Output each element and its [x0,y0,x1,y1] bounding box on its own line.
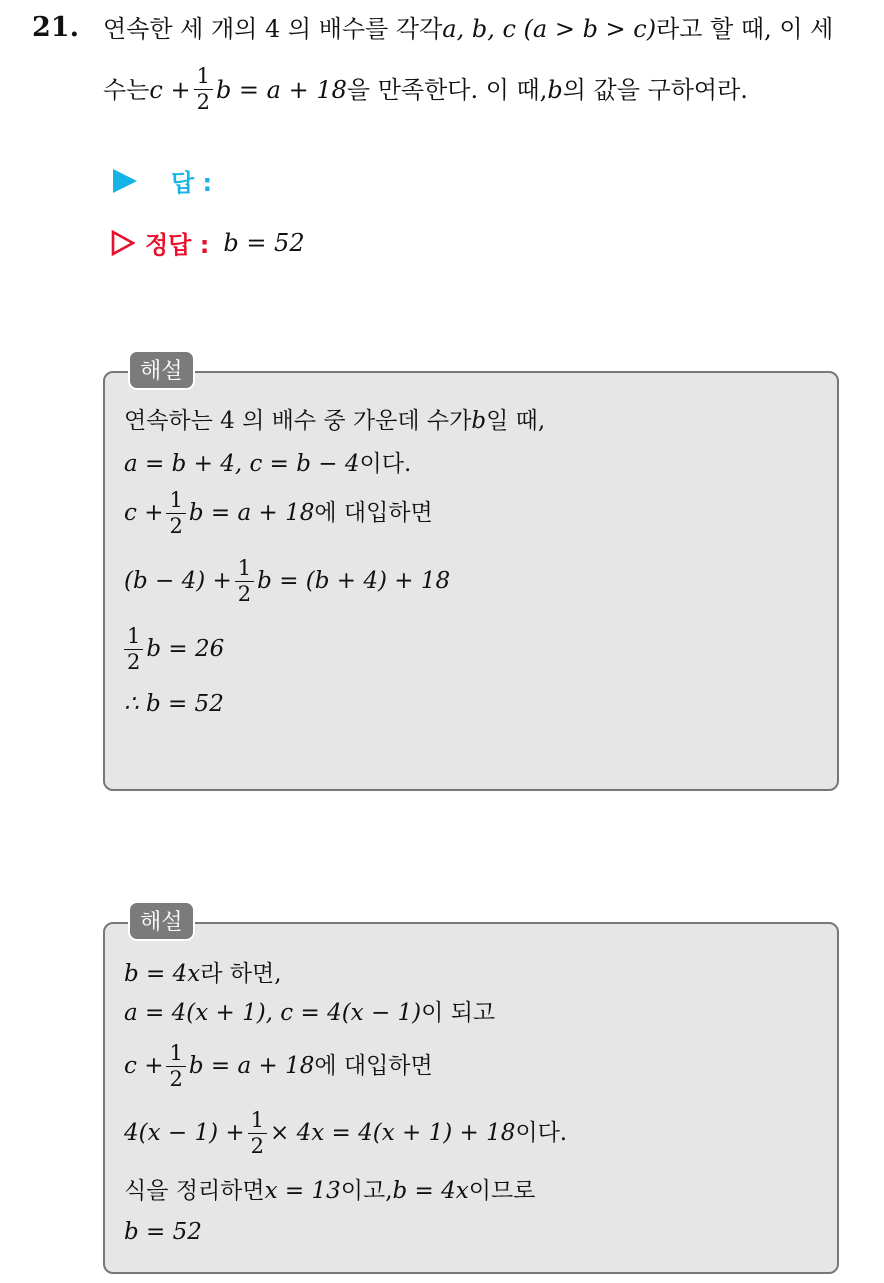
question-text: 연속한 세 개의 4 의 배수를 각각 [103,15,443,43]
question-text: 라고 할 때, 이 세 [656,15,834,43]
numerator: 1 [194,66,213,90]
denominator: 2 [169,514,183,538]
solution-tag: 해설 [128,350,195,390]
equation-part: c + [149,75,191,104]
correct-answer-value: b = 52 [223,228,305,257]
solution-math: b = 52 [124,1219,202,1245]
solution-math: c + [124,500,164,526]
outline-triangle-icon [111,230,135,256]
fraction [166,1043,185,1090]
solution-text: 이 되고 [421,1000,496,1026]
solution-text: 이다. [359,451,412,477]
solution-variable: b [471,408,487,434]
question-text: 의 값을 구하여라. [562,75,748,104]
numerator: 1 [248,1110,267,1134]
solution-line [124,1002,495,1025]
solution-text: 일 때, [486,408,546,434]
question-text: 을 만족한다. 이 때, [346,75,548,104]
denominator: 2 [237,582,252,606]
correct-answer-label: 정답 : [145,231,210,259]
equation-part: b = a + 18 [215,75,347,104]
solution-math: b = 4x [124,961,201,987]
solution-line [124,693,224,716]
numerator: 1 [166,490,185,514]
fraction [124,626,143,673]
fraction [248,1110,267,1157]
denominator: 2 [196,90,210,114]
solution-math: a = 4(x + 1), c = 4(x − 1) [124,1000,422,1026]
solution-math: a = b + 4, c = b − 4 [124,451,360,477]
solution-line [124,1180,535,1203]
numerator: 1 [124,626,143,650]
solution-line [124,490,433,537]
question-number: 21. [32,12,79,43]
solution-line [124,963,282,986]
solution-math: b = 26 [146,636,225,662]
question-line-2 [103,66,748,113]
denominator: 2 [169,1067,183,1091]
correct-answer-row [111,225,305,260]
solution-line [124,1221,202,1244]
solution-tag: 해설 [128,901,195,941]
answer-label: 답 : [171,169,213,197]
question-variables: a, b, c (a > b > c) [442,15,657,43]
solution-math: b = a + 18 [188,500,315,526]
solution-math: c + [124,1053,164,1079]
solution-math: ∴ b = 52 [124,691,224,717]
solution-text: 이므로 [468,1178,536,1204]
numerator: 1 [166,1043,185,1067]
solution-line [124,1043,433,1090]
solution-text: 연속하는 4 의 배수 중 가운데 수가 [124,408,472,434]
denominator: 2 [250,1134,265,1158]
solution-line [124,1110,567,1157]
solution-math: b = (b + 4) + 18 [257,568,451,594]
question-text: 수는 [103,75,150,104]
solution-line [124,453,411,476]
solution-line [124,626,224,673]
solution-math: x = 13 [264,1178,341,1204]
solution-text: 에 대입하면 [314,1053,433,1079]
solution-math: × 4x = 4(x + 1) + 18 [270,1120,516,1146]
question-variable: b [547,75,563,104]
solution-text: 식을 정리하면 [124,1178,265,1204]
fraction [194,66,213,113]
numerator: 1 [235,558,254,582]
question-line-1 [103,17,833,41]
solution-text: 라 하면, [200,961,282,987]
fraction [235,558,254,605]
answer-row [113,163,212,198]
solution-text: 이고, [340,1178,393,1204]
solution-line [124,558,450,605]
solution-text: 이다. [515,1120,568,1146]
play-triangle-icon [113,169,137,193]
solution-math: b = a + 18 [188,1053,315,1079]
solution-text: 에 대입하면 [314,500,433,526]
solution-line [124,410,545,433]
solution-math: b = 4x [392,1178,469,1204]
solution-math: (b − 4) + [124,568,232,594]
solution-math: 4(x − 1) + [124,1120,245,1146]
denominator: 2 [127,650,141,674]
fraction [166,490,185,537]
